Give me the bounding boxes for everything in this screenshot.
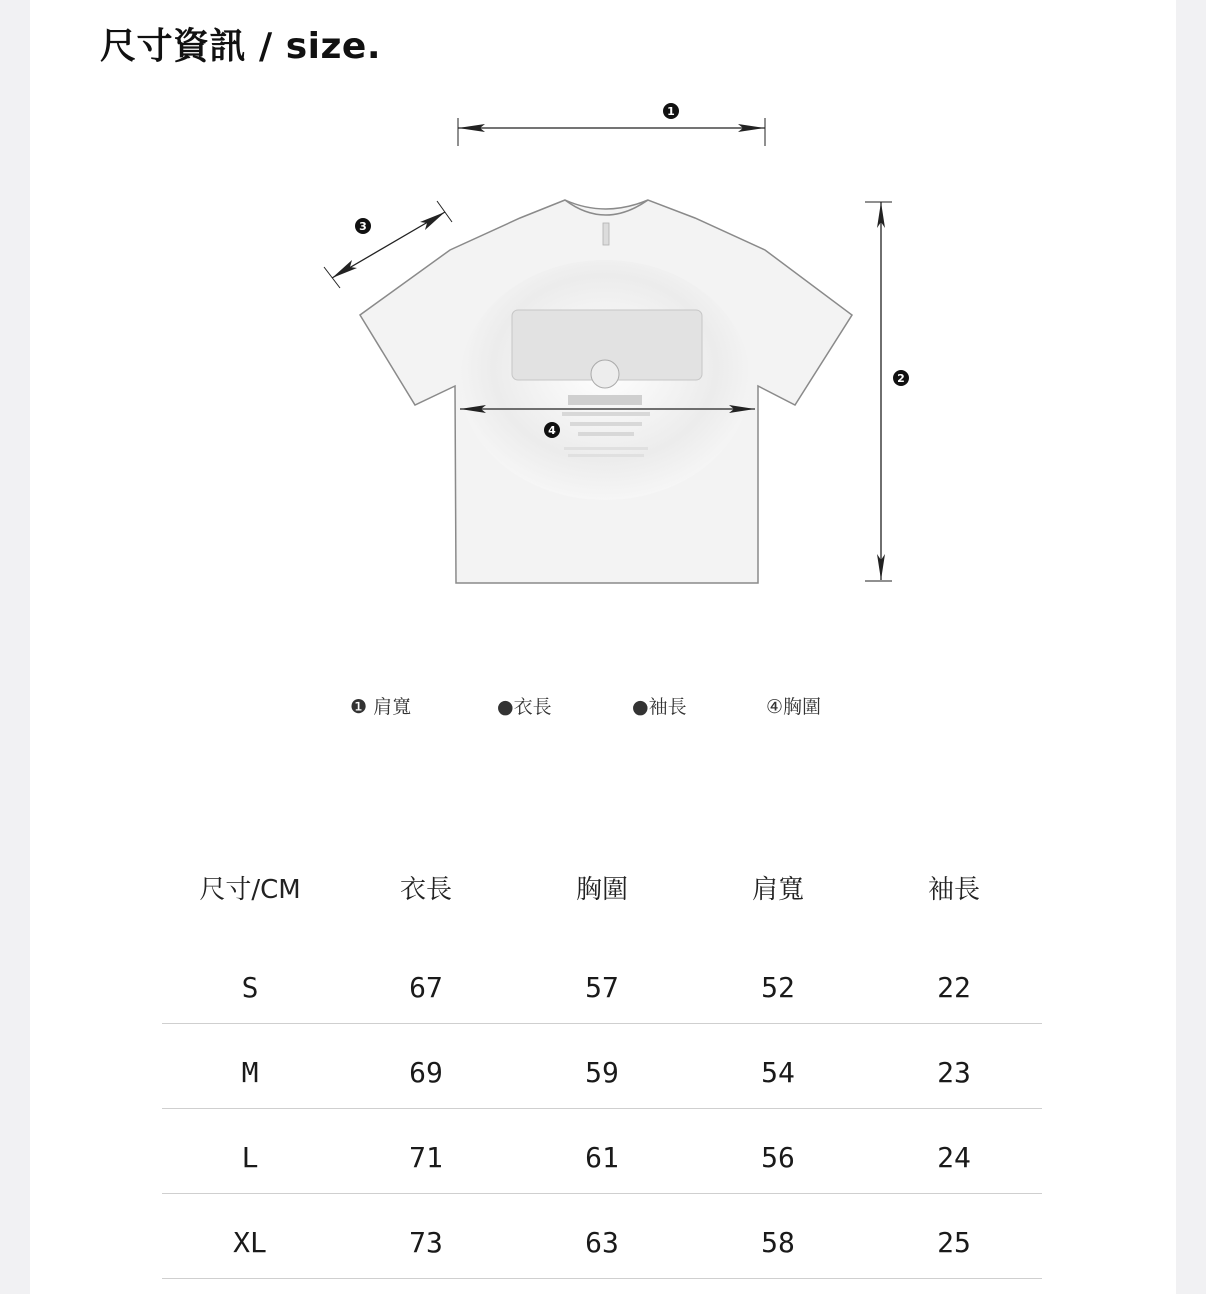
table-cell: 59	[585, 1056, 619, 1089]
table-cell: S	[241, 971, 259, 1004]
table-cell: 58	[761, 1226, 795, 1259]
table-cell: 24	[937, 1141, 971, 1174]
legend-chest: ④胸圍	[766, 696, 822, 718]
header-size: 尺寸/CM	[199, 875, 301, 905]
svg-text:2: 2	[897, 372, 905, 385]
tshirt-measurement-diagram	[300, 90, 940, 610]
table-cell: 54	[761, 1056, 795, 1089]
legend-sleeve-length: ●袖長	[632, 696, 687, 718]
table-cell: 52	[761, 971, 795, 1004]
header-shoulder: 肩寬	[751, 875, 804, 905]
table-cell: 69	[409, 1056, 443, 1089]
size-table	[162, 855, 1042, 1279]
table-cell: 57	[585, 971, 619, 1004]
table-cell: L	[241, 1141, 259, 1174]
table-header	[162, 855, 1042, 939]
page-title: 尺寸資訊 / size.	[100, 26, 382, 67]
header-length: 衣長	[399, 875, 452, 905]
table-cell: 56	[761, 1141, 795, 1174]
svg-text:1: 1	[667, 105, 675, 118]
legend-length: ●衣長	[497, 696, 552, 718]
table-row	[162, 939, 1042, 1024]
table-row	[162, 1194, 1042, 1279]
table-cell: 23	[937, 1056, 971, 1089]
table-cell: XL	[233, 1226, 267, 1259]
header-sleeve: 袖長	[927, 875, 980, 905]
legend-shoulder-width: ❶ 肩寬	[350, 696, 412, 718]
header-chest: 胸圍	[575, 875, 628, 905]
table-cell: 22	[937, 971, 971, 1004]
table-cell: 61	[585, 1141, 619, 1174]
table-cell: 63	[585, 1226, 619, 1259]
table-row	[162, 1024, 1042, 1109]
measurement-legend	[0, 692, 1206, 722]
table-cell: 67	[409, 971, 443, 1004]
table-cell: 25	[937, 1226, 971, 1259]
svg-text:4: 4	[548, 424, 556, 437]
table-cell: 73	[409, 1226, 443, 1259]
table-cell: 71	[409, 1141, 443, 1174]
svg-text:3: 3	[359, 220, 367, 233]
table-cell: M	[241, 1056, 259, 1089]
table-row	[162, 1109, 1042, 1194]
